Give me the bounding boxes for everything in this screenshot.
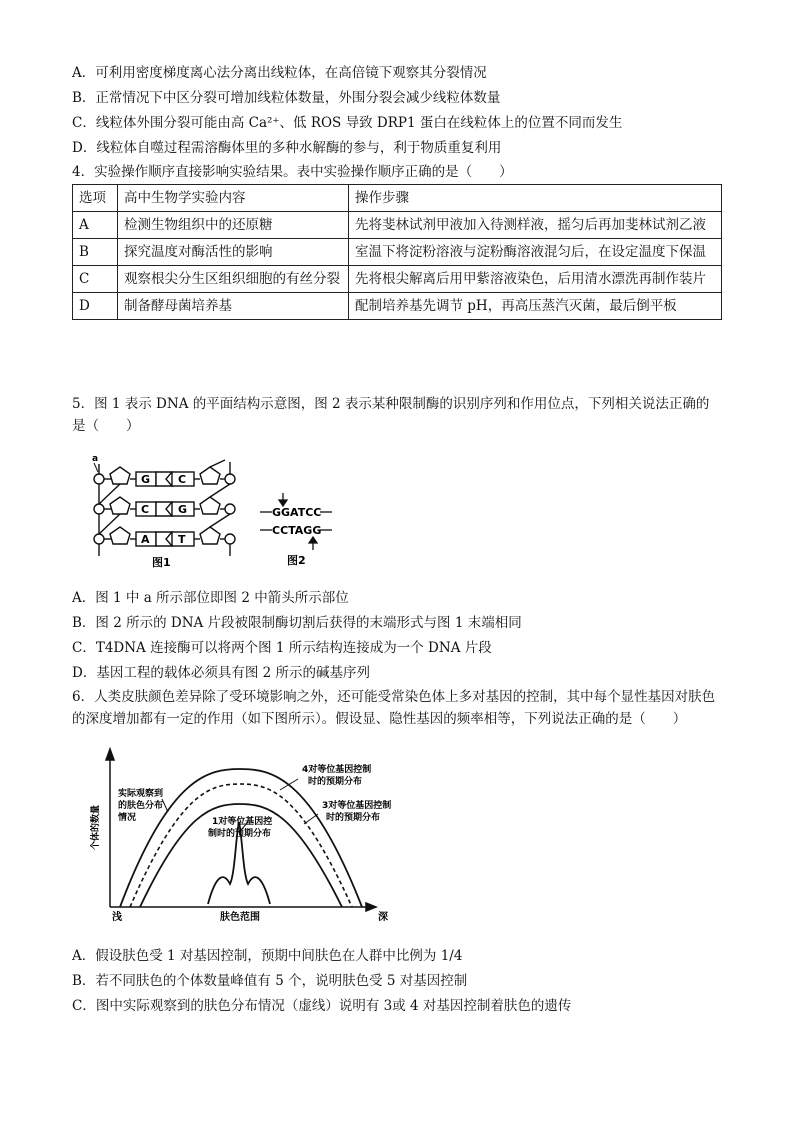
row-steps: 先将根尖解离后用甲紫溶液染色，后用清水漂洗再制作装片 (349, 266, 722, 293)
q5-option-b: B．图 2 所示的 DNA 片段被限制酶切割后获得的末端形式与图 1 末端相同 (72, 615, 522, 631)
xlabel: 肤色范围 (220, 912, 260, 923)
row-steps: 室温下将淀粉溶液与淀粉酶溶液混匀后，在设定温度下保温 (349, 239, 722, 266)
row-steps: 配制培养基先调节 pH，再高压蒸汽灭菌，最后倒平板 (349, 293, 722, 320)
row-content: 探究温度对酶活性的影响 (118, 239, 349, 266)
q6-option-c: C．图中实际观察到的肤色分布情况（虚线）说明有 3或 4 对基因控制着肤色的遗传 (72, 998, 572, 1014)
label-1-pair: 1对等位基因控 制时的预期分布 (208, 817, 273, 839)
row-content: 制备酵母菌培养基 (118, 293, 349, 320)
base-c2: C (178, 473, 187, 486)
header-steps: 操作步骤 (349, 185, 722, 212)
q6-stem: 6．人类皮肤颜色差异除了受环境影响之外，还可能受常染色体上多对基因的控制，其中每个显性基因对肤色的深度增加都有一定的作用（如下图所示）。假设显、隐性基因的频率相等，下列说法正确的是（ ） (72, 689, 716, 727)
base-c: C (141, 503, 150, 516)
label-3-pairs: 3对等位基因控制 时的预期分布 (322, 801, 392, 823)
header-content: 高中生物学实验内容 (118, 185, 349, 212)
base-g: G (141, 473, 151, 486)
q3-option-b: B．正常情况下中区分裂可增加线粒体数量，外围分裂会减少线粒体数量 (72, 90, 501, 106)
strand-top: GGATCC (272, 506, 322, 519)
table-row (73, 266, 722, 293)
q6-option-a: A．假设肤色受 1 对基因控制，预期中间肤色在人群中比例为 1/4 (72, 948, 463, 964)
q3-option-c: C．线粒体外围分裂可能由高 Ca²⁺、低 ROS 导致 DRP1 蛋白在线粒体上的位置不同而发生 (72, 115, 623, 131)
row-option: C (73, 266, 118, 293)
fig1-label: 图1 (152, 556, 171, 569)
table-row (73, 239, 722, 266)
q5-stem: 5．图 1 表示 DNA 的平面结构示意图，图 2 表示某种限制酶的识别序列和作用位点，下列相关说法正确的是（ ） (72, 396, 710, 434)
q4-table (72, 184, 722, 320)
row-steps: 先将斐林试剂甲液加入待测样液，摇匀后再加斐林试剂乙液 (349, 212, 722, 239)
pointer-a (94, 463, 98, 472)
q6-option-b: B．若不同肤色的个体数量峰值有 5 个，说明肤色受 5 对基因控制 (72, 973, 468, 989)
row-option: D (73, 293, 118, 320)
table-header-row (73, 185, 722, 212)
table-row (73, 293, 722, 320)
q4-stem: 4．实验操作顺序直接影响实验结果。表中实验操作顺序正确的是（ ） (72, 164, 513, 180)
table-row (73, 212, 722, 239)
q3-option-a: A．可利用密度梯度离心法分离出线粒体，在高倍镜下观察其分裂情况 (72, 65, 487, 81)
q5-option-d: D．基因工程的载体必须具有图 2 所示的碱基序列 (72, 665, 370, 681)
row-option: B (73, 239, 118, 266)
ylabel: 个体的数量 (91, 804, 101, 850)
fig2-restriction-site (260, 493, 332, 550)
fig1-dna-structure (94, 460, 235, 556)
q5-option-c: C．T4DNA 连接酶可以将两个图 1 所示结构连接成为一个 DNA 片段 (72, 640, 492, 656)
label-a: a (92, 454, 99, 464)
row-content: 检测生物组织中的还原糖 (118, 212, 349, 239)
row-content: 观察根尖分生区组织细胞的有丝分裂 (118, 266, 349, 293)
label-observed: 实际观察到 的肤色分布 情况 (118, 789, 164, 823)
x-left-label: 浅 (112, 912, 122, 923)
fig2-label: 图2 (287, 554, 306, 567)
q3-option-d: D．线粒体自噬过程需溶酶体里的多种水解酶的参与，利于物质重复利用 (72, 140, 502, 156)
skin-color-chart (80, 744, 400, 926)
base-g2: G (178, 503, 188, 516)
base-a: A (141, 533, 150, 546)
base-t: T (178, 533, 186, 546)
q5-option-a: A．图 1 中 a 所示部位即图 2 中箭头所示部位 (72, 590, 349, 606)
strand-bottom: CCTAGG (272, 524, 322, 537)
row-option: A (73, 212, 118, 239)
header-option: 选项 (73, 185, 118, 212)
dna-figure (80, 452, 350, 570)
x-right-label: 深 (378, 912, 388, 923)
label-4-pairs: 4对等位基因控制 时的预期分布 (302, 765, 372, 787)
